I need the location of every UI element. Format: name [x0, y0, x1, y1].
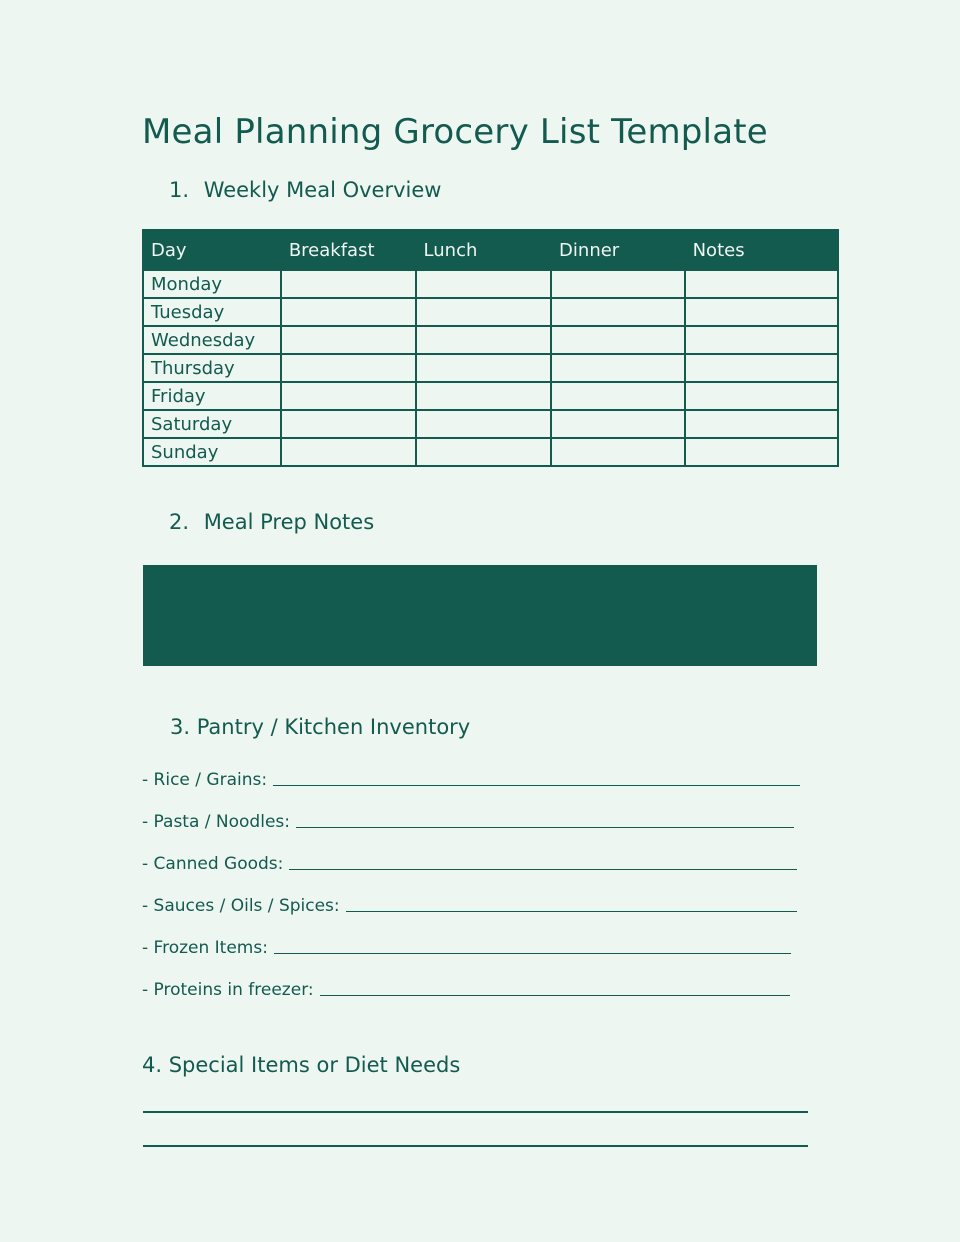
- dinner-cell[interactable]: [551, 382, 685, 410]
- notes-cell[interactable]: [685, 270, 838, 298]
- notes-cell[interactable]: [685, 410, 838, 438]
- header-lunch: Lunch: [416, 230, 552, 270]
- inventory-line-frozen: [142, 938, 791, 958]
- inventory-line-proteins: [142, 980, 790, 1000]
- section-prep-title: Meal Prep Notes: [203, 510, 375, 534]
- inventory-label: - Frozen Items:: [142, 938, 268, 958]
- weekly-meal-table: [142, 229, 839, 467]
- dinner-cell[interactable]: [551, 326, 685, 354]
- inventory-fill-line[interactable]: [346, 910, 797, 912]
- section-weekly-number: 1.: [169, 178, 190, 202]
- section-weekly-title: Weekly Meal Overview: [203, 178, 442, 202]
- breakfast-cell[interactable]: [281, 298, 416, 326]
- breakfast-cell[interactable]: [281, 382, 416, 410]
- day-cell: Sunday: [143, 438, 281, 466]
- notes-cell[interactable]: [685, 382, 838, 410]
- lunch-cell[interactable]: [416, 382, 552, 410]
- inventory-fill-line[interactable]: [289, 868, 797, 870]
- lunch-cell[interactable]: [416, 410, 552, 438]
- inventory-label: - Sauces / Oils / Spices:: [142, 896, 340, 916]
- lunch-cell[interactable]: [416, 354, 552, 382]
- section-pantry-heading: 3. Pantry / Kitchen Inventory: [170, 715, 471, 739]
- inventory-fill-line[interactable]: [273, 784, 800, 786]
- lunch-cell[interactable]: [416, 326, 552, 354]
- header-breakfast: Breakfast: [281, 230, 416, 270]
- inventory-label: - Pasta / Noodles:: [142, 812, 290, 832]
- day-cell: Thursday: [143, 354, 281, 382]
- day-cell: Saturday: [143, 410, 281, 438]
- lunch-cell[interactable]: [416, 270, 552, 298]
- table-row-saturday: [143, 410, 838, 438]
- meal-prep-notes-box[interactable]: [143, 565, 817, 666]
- breakfast-cell[interactable]: [281, 410, 416, 438]
- inventory-label: - Canned Goods:: [142, 854, 284, 874]
- inventory-line-canned: [142, 854, 797, 874]
- notes-cell[interactable]: [685, 298, 838, 326]
- inventory-fill-line[interactable]: [296, 826, 794, 828]
- dinner-cell[interactable]: [551, 298, 685, 326]
- notes-cell[interactable]: [685, 326, 838, 354]
- notes-cell[interactable]: [685, 438, 838, 466]
- breakfast-cell[interactable]: [281, 438, 416, 466]
- table-row-monday: [143, 270, 838, 298]
- inventory-line-rice: [142, 770, 800, 790]
- inventory-fill-line[interactable]: [320, 994, 790, 996]
- inventory-line-pasta: [142, 812, 794, 832]
- lunch-cell[interactable]: [416, 438, 552, 466]
- inventory-label: - Proteins in freezer:: [142, 980, 314, 1000]
- inventory-fill-line[interactable]: [274, 952, 791, 954]
- breakfast-cell[interactable]: [281, 354, 416, 382]
- notes-cell[interactable]: [685, 354, 838, 382]
- table-row-wednesday: [143, 326, 838, 354]
- section-weekly-heading: [169, 178, 441, 202]
- special-needs-line[interactable]: [143, 1145, 808, 1147]
- table-row-sunday: [143, 438, 838, 466]
- page-title: Meal Planning Grocery List Template: [142, 112, 768, 152]
- section-prep-number: 2.: [169, 510, 190, 534]
- day-cell: Wednesday: [143, 326, 281, 354]
- table-header-row: [143, 230, 838, 270]
- dinner-cell[interactable]: [551, 438, 685, 466]
- section-special-heading: 4. Special Items or Diet Needs: [142, 1053, 461, 1077]
- header-dinner: Dinner: [551, 230, 685, 270]
- day-cell: Tuesday: [143, 298, 281, 326]
- day-cell: Friday: [143, 382, 281, 410]
- inventory-label: - Rice / Grains:: [142, 770, 268, 790]
- table-row-friday: [143, 382, 838, 410]
- breakfast-cell[interactable]: [281, 270, 416, 298]
- table-row-thursday: [143, 354, 838, 382]
- dinner-cell[interactable]: [551, 410, 685, 438]
- dinner-cell[interactable]: [551, 354, 685, 382]
- dinner-cell[interactable]: [551, 270, 685, 298]
- special-needs-line[interactable]: [143, 1111, 808, 1113]
- lunch-cell[interactable]: [416, 298, 552, 326]
- section-prep-heading: [169, 510, 374, 534]
- table-row-tuesday: [143, 298, 838, 326]
- breakfast-cell[interactable]: [281, 326, 416, 354]
- header-notes: Notes: [685, 230, 838, 270]
- header-day: Day: [143, 230, 281, 270]
- inventory-line-sauces: [142, 896, 797, 916]
- day-cell: Monday: [143, 270, 281, 298]
